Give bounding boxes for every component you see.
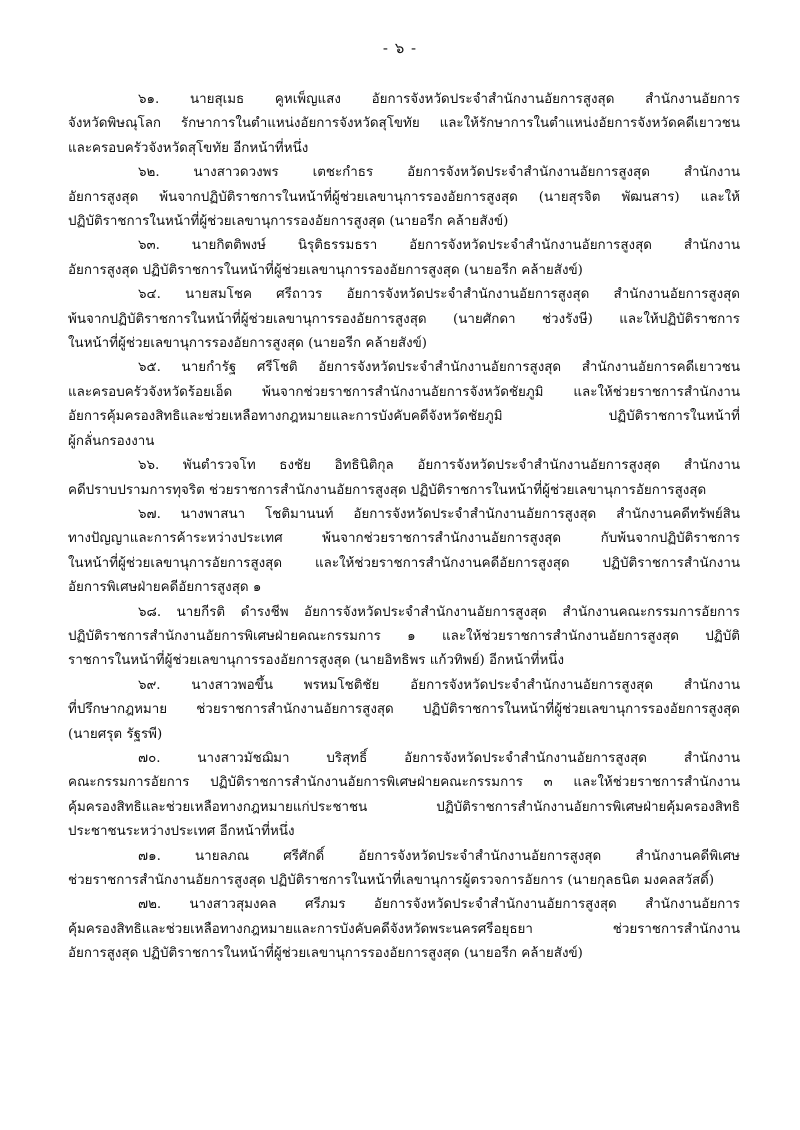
appointment-paragraph <box>68 234 740 283</box>
paragraph-line: อัยการคุ้มครองสิทธิและช่วยเหลือทางกฎหมายและการบังคับคดีจังหวัดชัยภูมิ ปฏิบัติราชการในหน้าที่ <box>68 409 740 425</box>
paragraph-line: ๗๒. นางสาวสุมงคล ศรีภมร อัยการจังหวัดประจำสำนักงานอัยการสูงสุด สำนักงานอัยการ <box>138 897 740 913</box>
paragraph-line: ๖๒. นางสาวดวงพร เตชะกำธร อัยการจังหวัดประจำสำนักงานอัยการสูงสุด สำนักงาน <box>138 165 740 181</box>
paragraph-line: ๗๐. นางสาวมัชฌิมา บริสุทธิ์ อัยการจังหวัดประจำสำนักงานอัยการสูงสุด สำนักงาน <box>138 750 740 766</box>
appointment-paragraph <box>68 893 740 966</box>
paragraph-line: จังหวัดพิษณุโลก รักษาการในตำแหน่งอัยการจังหวัดสุโขทัย และให้รักษาการในตำแหน่งอัยการจังหวัดคดีเยาวชน <box>68 116 740 132</box>
document-body <box>68 88 740 967</box>
paragraph-line: ผู้กลั่นกรองงาน <box>68 433 155 449</box>
paragraph-line: อัยการพิเศษฝ่ายคดีอัยการสูงสุด ๑ <box>68 580 262 596</box>
paragraph-line: ๖๔. นายสมโชค ศรีถาวร อัยการจังหวัดประจำสำนักงานอัยการสูงสุด สำนักงานอัยการสูงสุด <box>138 287 740 303</box>
paragraph-line: ๖๓. นายกิตติพงษ์ นิรุติธรรมธรา อัยการจังหวัดประจำสำนักงานอัยการสูงสุด สำนักงาน <box>138 238 740 254</box>
paragraph-line: ประชาชนระหว่างประเทศ อีกหน้าที่หนึ่ง <box>68 824 295 840</box>
appointment-paragraph <box>68 747 740 845</box>
paragraph-line: ๖๗. นางพาสนา โชติมานนท์ อัยการจังหวัดประจำสำนักงานอัยการสูงสุด สำนักงานคดีทรัพย์สิน <box>138 506 740 522</box>
appointment-paragraph <box>68 674 740 747</box>
paragraph-line: ๖๙. นางสาวพอขึ้น พรหมโชติชัย อัยการจังหวัดประจำสำนักงานอัยการสูงสุด สำนักงาน <box>138 677 740 693</box>
paragraph-line: ๖๕. นายกำรัฐ ศรีโชติ อัยการจังหวัดประจำสำนักงานอัยการสูงสุด สำนักงานอัยการคดีเยาวชน <box>138 360 740 376</box>
appointment-paragraph <box>68 503 740 601</box>
page-number: - ๖ - <box>382 39 418 57</box>
paragraph-line: อัยการสูงสุด พ้นจากปฏิบัติราชการในหน้าที่ผู้ช่วยเลขานุการรองอัยการสูงสุด (นายสุรจิต พัฒนสาร) และให้ <box>68 189 740 205</box>
paragraph-line: ในหน้าที่ผู้ช่วยเลขานุการอัยการสูงสุด และให้ช่วยราชการสำนักงานคดีอัยการสูงสุด ปฏิบัติราชการสำนักงาน <box>68 555 740 571</box>
paragraph-line: พ้นจากปฏิบัติราชการในหน้าที่ผู้ช่วยเลขานุการรองอัยการสูงสุด (นายศักดา ช่วงรังษี) และให้ปฏิบัติราชการ <box>68 311 740 327</box>
paragraph-line: ทางปัญญาและการค้าระหว่างประเทศ พ้นจากช่วยราชการสำนักงานอัยการสูงสุด กับพ้นจากปฏิบัติราชการ <box>68 531 740 547</box>
appointment-paragraph <box>68 601 740 674</box>
appointment-paragraph <box>68 356 740 454</box>
paragraph-line: ๖๖. พันตำรวจโท ธงชัย อิทธินิติกุล อัยการจังหวัดประจำสำนักงานอัยการสูงสุด สำนักงาน <box>138 458 740 474</box>
appointment-paragraph <box>68 845 740 894</box>
paragraph-line: คดีปราบปรามการทุจริต ช่วยราชการสำนักงานอัยการสูงสุด ปฏิบัติราชการในหน้าที่ผู้ช่วยเลขานุการอัยการสูงสุด <box>68 482 707 498</box>
paragraph-line: ช่วยราชการสำนักงานอัยการสูงสุด ปฏิบัติราชการในหน้าที่เลขานุการผู้ตรวจการอัยการ (นายกุลธนิต มงคลสวัสดิ์) <box>68 873 715 888</box>
paragraph-line: คุ้มครองสิทธิและช่วยเหลือทางกฎหมายแก่ประชาชน ปฏิบัติราชการสำนักงานอัยการพิเศษฝ่ายคุ้มครองสิทธิ <box>68 799 740 815</box>
appointment-paragraph <box>68 161 740 234</box>
paragraph-line: คณะกรรมการอัยการ ปฏิบัติราชการสำนักงานอัยการพิเศษฝ่ายคณะกรรมการ ๓ และให้ช่วยราชการสำนักงาน <box>68 775 740 791</box>
paragraph-line: ๖๘. นายกีรติ ดำรงชีพ อัยการจังหวัดประจำสำนักงานอัยการสูงสุด สำนักงานคณะกรรมการอัยการ <box>138 604 740 620</box>
appointment-paragraph <box>68 454 740 503</box>
paragraph-line: และครอบครัวจังหวัดสุโขทัย อีกหน้าที่หนึ่ง <box>68 140 309 156</box>
paragraph-line: ในหน้าที่ผู้ช่วยเลขานุการรองอัยการสูงสุด (นายอรีก คล้ายสังข์) <box>68 336 428 352</box>
paragraph-line: ๗๑. นายลภณ ศรีศักดิ์ อัยการจังหวัดประจำสำนักงานอัยการสูงสุด สำนักงานคดีพิเศษ <box>138 848 740 864</box>
appointment-paragraph <box>68 88 740 161</box>
paragraph-line: ราชการในหน้าที่ผู้ช่วยเลขานุการรองอัยการสูงสุด (นายอิทธิพร แก้วทิพย์) อีกหน้าที่หนึ่ง <box>68 653 564 669</box>
paragraph-line: อัยการสูงสุด ปฏิบัติราชการในหน้าที่ผู้ช่วยเลขานุการรองอัยการสูงสุด (นายอรีก คล้ายสังข์) <box>68 946 583 962</box>
paragraph-line: และครอบครัวจังหวัดร้อยเอ็ด พ้นจากช่วยราชการสำนักงานอัยการจังหวัดชัยภูมิ และให้ช่วยราชการสำนักงาน <box>68 384 740 400</box>
paragraph-line: (นายศรุต รัฐรพี) <box>68 726 163 742</box>
paragraph-line: ปฏิบัติราชการในหน้าที่ผู้ช่วยเลขานุการรองอัยการสูงสุด (นายอรีก คล้ายสังข์) <box>68 214 509 230</box>
paragraph-line: ๖๑. นายสุเมธ คูหเพ็ญแสง อัยการจังหวัดประจำสำนักงานอัยการสูงสุด สำนักงานอัยการ <box>138 92 740 107</box>
appointment-paragraph <box>68 283 740 356</box>
paragraph-line: อัยการสูงสุด ปฏิบัติราชการในหน้าที่ผู้ช่วยเลขานุการรองอัยการสูงสุด (นายอรีก คล้ายสังข์) <box>68 262 583 278</box>
paragraph-line: ที่ปรึกษากฎหมาย ช่วยราชการสำนักงานอัยการสูงสุด ปฏิบัติราชการในหน้าที่ผู้ช่วยเลขานุการรองอัยการสูงสุด <box>68 702 740 718</box>
paragraph-line: คุ้มครองสิทธิและช่วยเหลือทางกฎหมายและการบังคับคดีจังหวัดพระนครศรีอยุธยา ช่วยราชการสำนักงาน <box>68 921 740 937</box>
paragraph-line: ปฏิบัติราชการสำนักงานอัยการพิเศษฝ่ายคณะกรรมการ ๑ และให้ช่วยราชการสำนักงานอัยการสูงสุด ปฏิบัติ <box>68 628 740 644</box>
